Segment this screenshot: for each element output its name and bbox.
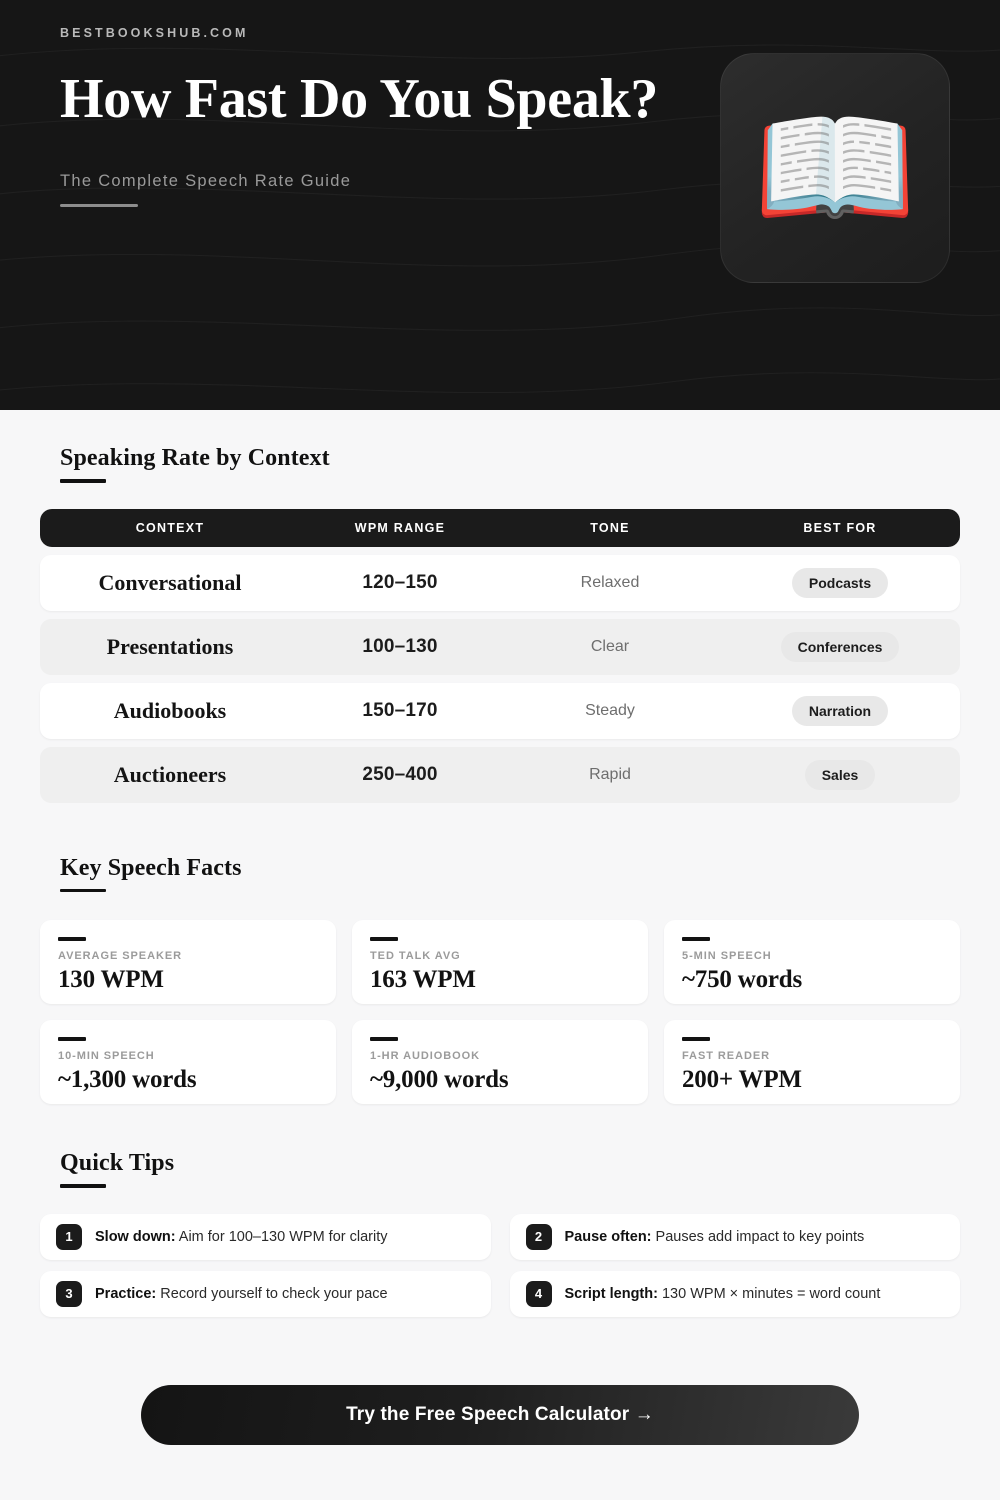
- open-book-icon-tile: [720, 53, 950, 283]
- table-row: [40, 747, 960, 803]
- fact-accent-bar: [58, 937, 86, 941]
- best-for-badge: Sales: [805, 760, 876, 790]
- best-for-badge: Conferences: [781, 632, 900, 662]
- cell-tone: Rapid: [589, 765, 631, 783]
- tip-text: [565, 1229, 865, 1245]
- fact-card: [664, 1020, 960, 1104]
- cta-area: [40, 1317, 960, 1445]
- fact-value: 163 WPM: [370, 966, 476, 993]
- tip-title: Slow down:: [95, 1228, 176, 1245]
- fact-accent-bar: [682, 937, 710, 941]
- open-book-icon: 📖: [752, 94, 918, 241]
- fact-value: 200+ WPM: [682, 1066, 802, 1093]
- cell-tone: Relaxed: [580, 573, 640, 591]
- content-area: [0, 410, 1000, 1445]
- fact-value: ~9,000 words: [370, 1066, 509, 1093]
- tip-number-badge: 4: [526, 1281, 552, 1307]
- best-for-badge: Podcasts: [792, 568, 888, 598]
- fact-card: [664, 920, 960, 1004]
- column-header-wpm-range: WPM RANGE: [354, 520, 446, 535]
- column-header-best-for: BEST FOR: [803, 520, 877, 535]
- facts-grid: [40, 920, 960, 1104]
- section-rule: [60, 479, 106, 483]
- speech-calculator-cta-button[interactable]: Try the Free Speech Calculator →: [141, 1385, 859, 1445]
- table-row: [40, 619, 960, 675]
- page-title: How Fast Do You Speak?: [60, 68, 659, 130]
- subtitle-rule: [60, 204, 138, 207]
- tips-grid: [40, 1214, 960, 1317]
- section-heading-table: Speaking Rate by Context: [60, 445, 330, 471]
- tip-body: Aim for 100–130 WPM for clarity: [178, 1228, 388, 1245]
- tip-title: Script length:: [564, 1285, 658, 1302]
- tip-title: Practice:: [95, 1285, 157, 1302]
- cell-context: Presentations: [106, 633, 234, 659]
- section-rule: [60, 889, 106, 893]
- column-header-tone: TONE: [590, 520, 630, 535]
- cell-context: Conversational: [98, 569, 242, 595]
- tip-body: Pauses add impact to key points: [655, 1228, 865, 1245]
- speaking-rate-table: [40, 509, 960, 803]
- tip-card: [510, 1271, 961, 1317]
- section-quick-tips: [40, 1104, 960, 1317]
- cell-context: Auctioneers: [113, 761, 227, 787]
- section-rule: [60, 1184, 106, 1188]
- table-row: [40, 683, 960, 739]
- tip-text: [95, 1229, 388, 1245]
- section-heading-facts: Key Speech Facts: [60, 854, 242, 881]
- page-subtitle: The Complete Speech Rate Guide: [60, 171, 352, 190]
- fact-label: 1-HR AUDIOBOOK: [370, 1050, 481, 1062]
- cell-wpm-range: 250–400: [362, 763, 438, 785]
- tip-body: 130 WPM × minutes = word count: [661, 1285, 881, 1302]
- fact-card: [352, 1020, 648, 1104]
- tip-number-badge: 2: [526, 1224, 552, 1250]
- fact-card: [40, 1020, 336, 1104]
- fact-accent-bar: [370, 937, 398, 941]
- fact-accent-bar: [58, 1037, 86, 1041]
- best-for-badge: Narration: [792, 696, 888, 726]
- fact-card: [40, 920, 336, 1004]
- section-key-facts: [40, 803, 960, 1105]
- fact-label: 5-MIN SPEECH: [682, 950, 772, 962]
- fact-label: TED TALK AVG: [370, 950, 461, 962]
- cell-wpm-range: 150–170: [362, 699, 438, 721]
- site-brand: BESTBOOKSHUB.COM: [60, 26, 249, 40]
- tip-number-badge: 3: [56, 1281, 82, 1307]
- column-header-context: CONTEXT: [135, 520, 205, 535]
- cell-wpm-range: 100–130: [362, 635, 438, 657]
- fact-accent-bar: [682, 1037, 710, 1041]
- tip-number-badge: 1: [56, 1224, 82, 1250]
- tip-card: [40, 1214, 491, 1260]
- fact-label: AVERAGE SPEAKER: [58, 950, 183, 962]
- fact-value: ~1,300 words: [58, 1066, 197, 1093]
- cell-context: Audiobooks: [113, 697, 227, 723]
- tip-card: [40, 1271, 491, 1317]
- tip-body: Record yourself to check your pace: [160, 1285, 388, 1302]
- section-speaking-rate: [40, 410, 960, 803]
- cell-tone: Steady: [585, 701, 635, 719]
- fact-card: [352, 920, 648, 1004]
- tip-title: Pause often:: [564, 1228, 652, 1245]
- table-header-row: [40, 509, 960, 547]
- fact-value: ~750 words: [682, 966, 803, 993]
- table-row: [40, 555, 960, 611]
- fact-label: FAST READER: [682, 1050, 771, 1062]
- header-banner: [0, 0, 1000, 410]
- fact-accent-bar: [370, 1037, 398, 1041]
- section-heading-tips: Quick Tips: [60, 1150, 175, 1176]
- fact-label: 10-MIN SPEECH: [58, 1050, 155, 1062]
- cell-tone: Clear: [590, 637, 630, 655]
- fact-value: 130 WPM: [58, 966, 164, 993]
- tip-text: [565, 1286, 881, 1302]
- tip-text: [95, 1286, 388, 1302]
- tip-card: [510, 1214, 961, 1260]
- cell-wpm-range: 120–150: [362, 571, 438, 593]
